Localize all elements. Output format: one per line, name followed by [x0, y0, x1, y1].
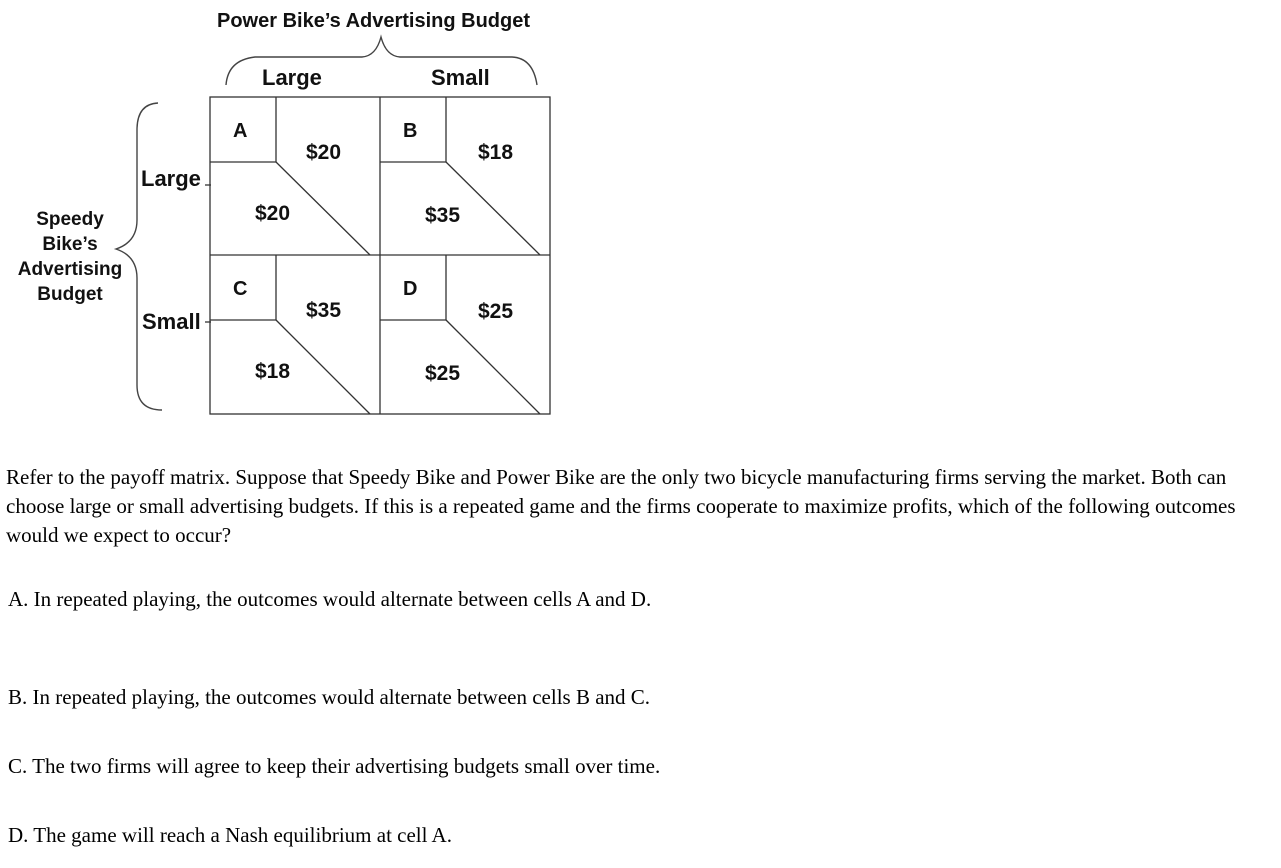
row-label-large: Large: [141, 166, 201, 191]
cell-a-speedy-payoff: $20: [255, 202, 291, 225]
row-label-small: Small: [142, 309, 201, 334]
answer-option-b[interactable]: B. In repeated playing, the outcomes would alternate between cells B and C.: [8, 685, 651, 709]
answer-option-a[interactable]: A. In repeated playing, the outcomes would alternate between cells A and D.: [8, 587, 652, 611]
cell-a-letter: A: [233, 120, 248, 142]
cell-c-speedy-payoff: $18: [255, 360, 291, 383]
answer-option-c[interactable]: C. The two firms will agree to keep their advertising budgets small over time.: [8, 754, 661, 778]
cell-b-letter: B: [403, 120, 418, 142]
column-label-large: Large: [262, 65, 322, 90]
answer-option-d[interactable]: D. The game will reach a Nash equilibrium at cell A.: [8, 823, 452, 847]
cell-c-diagonal: [276, 320, 370, 414]
payoff-matrix-diagram: [0, 0, 560, 430]
cell-d-diagonal: [446, 320, 540, 414]
row-player-title-line: Speedy: [36, 209, 104, 230]
row-player-title: [8, 207, 132, 307]
cell-d-speedy-payoff: $25: [425, 362, 461, 385]
column-label-small: Small: [431, 65, 490, 90]
cell-b-power-payoff: $18: [478, 141, 514, 164]
cell-c-letter: C: [233, 278, 248, 300]
row-player-title-line: Advertising: [17, 259, 123, 280]
cell-a-diagonal: [276, 162, 370, 255]
column-player-title: Power Bike’s Advertising Budget: [217, 10, 531, 32]
cell-b-diagonal: [446, 162, 540, 255]
row-player-title-line: Bike’s: [42, 234, 98, 255]
cell-b-speedy-payoff: $35: [425, 204, 461, 227]
cell-c-power-payoff: $35: [306, 299, 342, 322]
cell-d-power-payoff: $25: [478, 300, 514, 323]
cell-d-letter: D: [403, 278, 418, 300]
cell-a-power-payoff: $20: [306, 141, 342, 164]
row-player-title-line: Budget: [37, 284, 103, 305]
question-text: Refer to the payoff matrix. Suppose that Speedy Bike and Power Bike are the only two bicycle manufacturing firms serving the market. Both can choose large or small advertising budgets. If this is a repeated game and the firms cooperate to maximize profits, which of the following outcomes would we expect to occur?: [6, 465, 1236, 547]
